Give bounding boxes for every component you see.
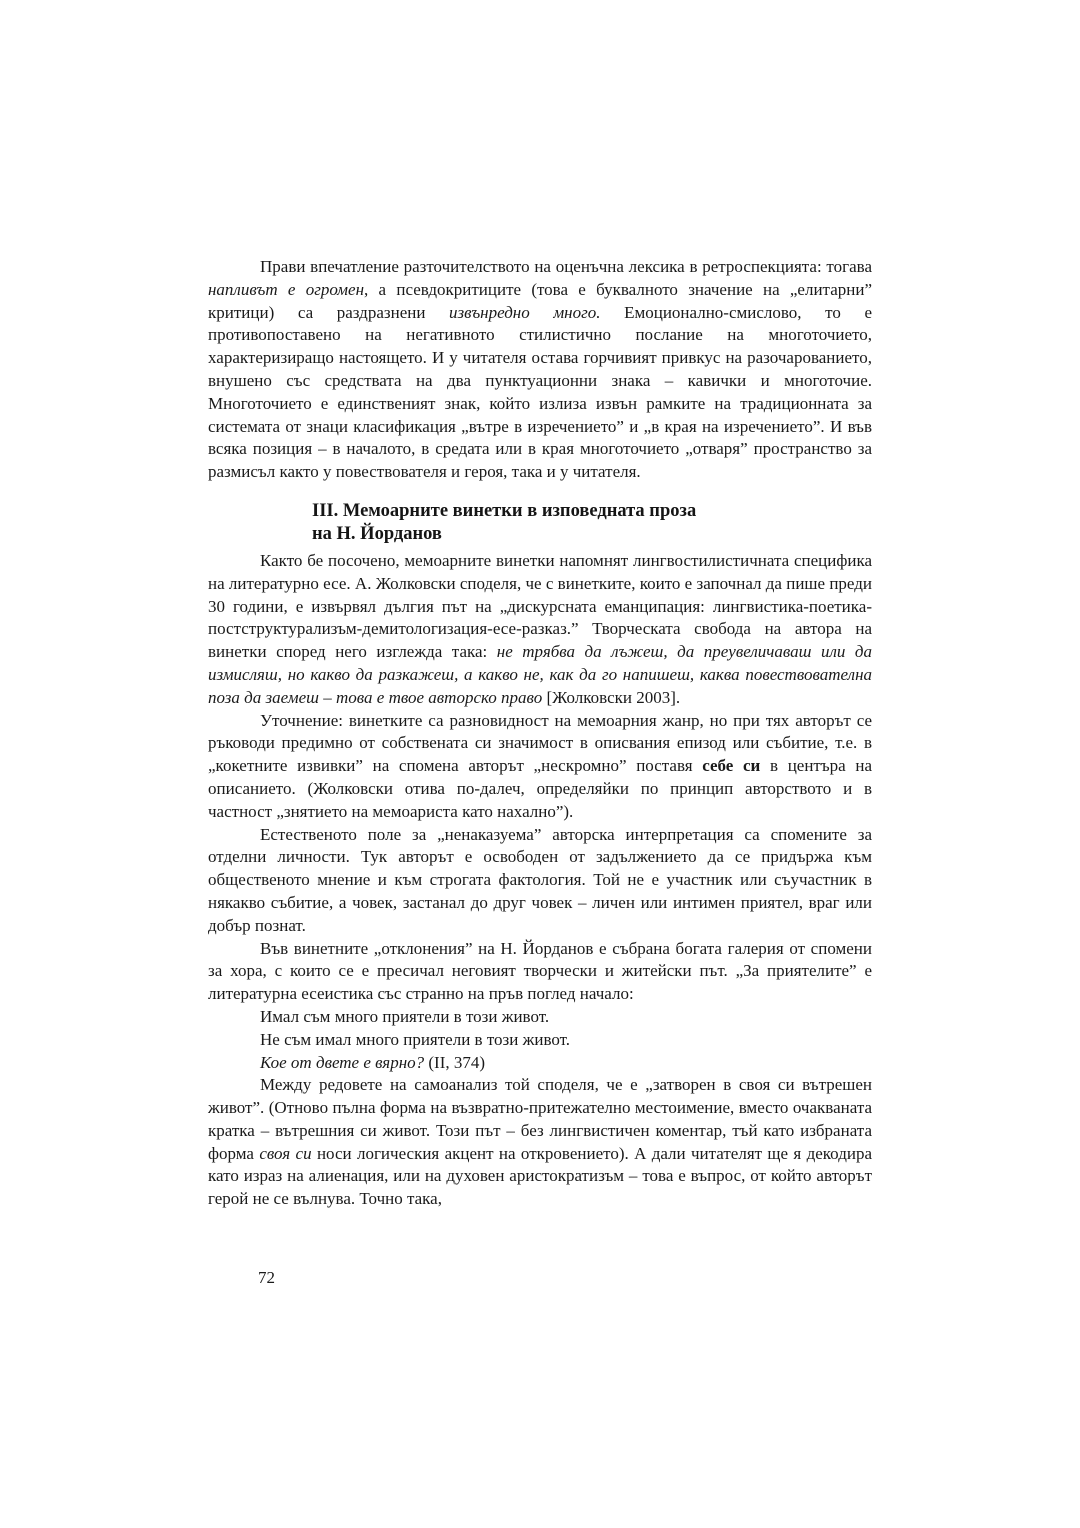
page-body: [208, 256, 872, 1211]
quote-line-1: Имал съм много приятели в този живот.: [260, 1006, 550, 1026]
paragraph-1-italic-b: ът е огромен: [256, 279, 365, 299]
quote-line-3: [208, 1052, 872, 1075]
quote-line-3-italic: Кое от двете е вярно?: [260, 1052, 425, 1072]
section-heading-line-2: на Н. Йорданов: [312, 523, 442, 544]
quote-line-3-reference: (II, 374): [424, 1052, 486, 1072]
paragraph-1-text-c: , а псевдокритиците (това е буквалното значение на „елитарни” критици) са раздразнени: [208, 279, 872, 322]
section-heading: [208, 500, 872, 546]
paragraph-3-text-c: в центъра на описанието. (Жолковски отива по-далеч, определяйки по принцип авторството и в частност „знятието на мемоариста като нахално”).: [208, 756, 872, 821]
paragraph-6-text-a: Между редовете на самоанализ той споделя, че е „затворен в своя си вътрешен живот”. (Отново пълна форма на възвратно-притежателно местоимение, вместо очакваната кратка – вътрешния си живот. Този път – без лингвистичен коментар, тъй като избраната форма: [208, 1075, 872, 1163]
paragraph-6-text-c: носи логическия акцент на откровението). А дали читателят ще я декодира като израз на алиенация, или на духовен аристократизъм – това е въпрос, от който авторът герой не се вълнува. Точно така,: [208, 1143, 872, 1209]
quote-line-2: Не съм имал много приятели в този живот.: [260, 1029, 571, 1049]
paragraph-2-text-a: Както бе посочено, мемоарните винетки напомнят лингвостилистичната специфика на литературно есе. А. Жолковски споделя, че с винетките, които е започнал да пише преди 30 години, е извървял дългия път на „дискурсната еманципация: лингвистика-поетика-постструктурализъм-демитологизация-есе-разказ.” Творческата свобода на автора на винетки според него изглежда така:: [208, 550, 872, 662]
paragraph-3-text-a: Уточнение: винетките са разновидност на мемоарния жанр, но при тях авторът се ръководи предимно от собствената си значимост в описвания епизод или събитие, т.е. в „кокетните извивки” на спомена авторът „нескромно” поставя: [208, 710, 872, 776]
paragraph-2-italic-quote: не трябва да лъжеш, да преувеличаваш или да измисляш, но какво да разкажеш, а какво не, как да го напишеш, каква повествователна поза да заемеш – това е твое авторско право: [208, 642, 872, 707]
paragraph-2: [208, 550, 872, 710]
paragraph-1-italic-a: наплив: [208, 279, 257, 299]
paragraph-3: [208, 710, 872, 824]
paragraph-3-bold: себе си: [702, 756, 761, 776]
paragraph-1-text-e: Емоционално-смислово, то е противопоставено на негативното стилистично послание на многоточието, характеризиращо настоящето. И у читателя остава горчивият привкус на разочарованието, внушено със средствата на два пунктуационни знака – кавички и многоточие. Многоточието е единственият знак, който излиза извън рамките на традиционната за системата от знаци класификация „вътре в изречението” и „в края на изречението”. И във всяка позиция – в началото, в средата или в края многоточието „отваря” пространство за размисъл както у повествователя и героя, така и у читателя.: [208, 302, 872, 482]
section-heading-line-1: III. Мемоарните винетки в изповедната проза: [312, 500, 697, 521]
paragraph-6: [208, 1074, 872, 1211]
paragraph-1-italic-d: извънредно много.: [449, 302, 601, 322]
paragraph-4: Естественото поле за „ненаказуема” авторска интерпретация са спомените за отделни личности. Тук авторът е освободен от задължението да се придържа към общественото мнение и към строгата фактология. Той не е участник или съучастник в някакво събитие, а човек, застанал до друг човек – личен или интимен приятел, враг или добър познат.: [208, 824, 872, 935]
paragraph-6-italic: своя си: [259, 1143, 312, 1163]
page-number: 72: [258, 1268, 275, 1287]
paragraph-2-citation: [Жолковски 2003].: [542, 687, 681, 707]
paragraph-5: Във винетните „отклонения” на Н. Йорданов е събрана богата галерия от спомени за хора, с които се е пресичал неговият творчески и житейски път. „За приятелите” е литературна есеистика със странно на пръв поглед начало:: [208, 938, 872, 1004]
paragraph-1: [208, 256, 872, 484]
paragraph-1-text-a: Прави впечатление разточителството на оценъчна лексика в ретроспекцията: тогава: [260, 257, 872, 276]
